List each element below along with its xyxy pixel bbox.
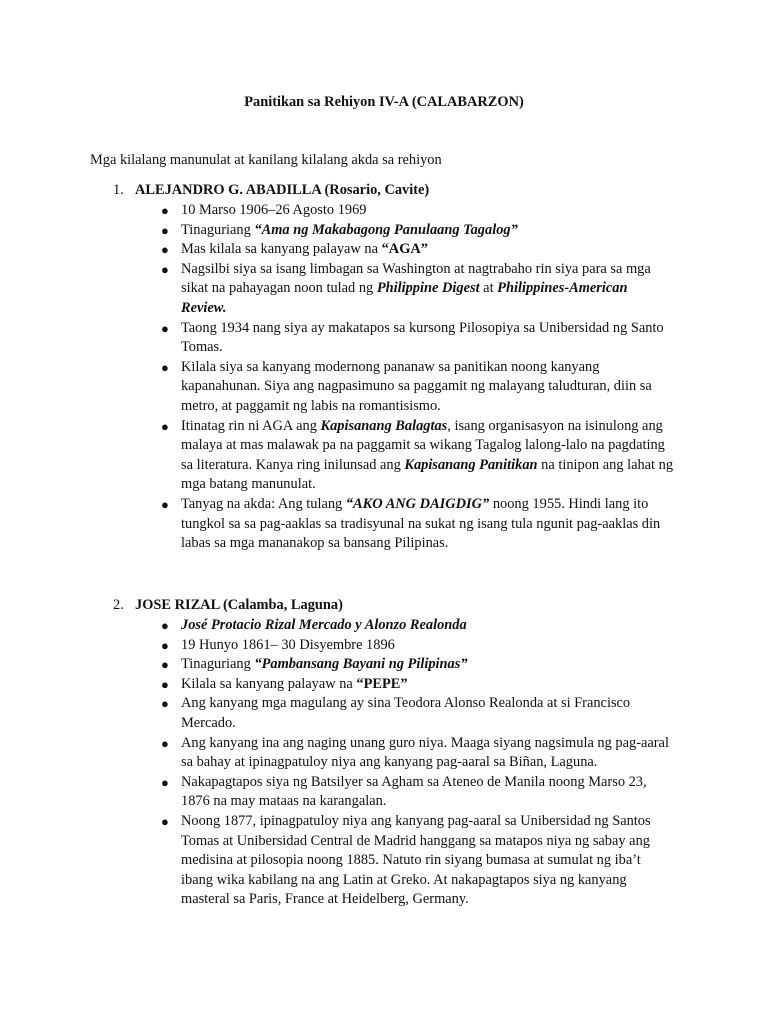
text-segment: na tinipon ang lahat ng mga batang manunulat.	[181, 456, 674, 493]
section-number: 2.	[113, 597, 124, 613]
section-heading	[0, 596, 768, 616]
list-item	[0, 319, 676, 358]
list-item	[0, 240, 676, 260]
bullet-icon: ●	[161, 696, 169, 712]
section-number: 1.	[113, 182, 124, 198]
list-item	[0, 812, 676, 910]
text-segment: Mas kilala sa kanyang palayaw na	[181, 241, 382, 258]
text-segment: Taong 1934 nang siya ay makatapos sa kursong Pilosopiya sa Unibersidad ng Santo Tomas.	[181, 319, 664, 356]
list-item	[0, 734, 676, 773]
list-item-text	[181, 734, 676, 773]
text-segment: Ang kanyang ina ang naging unang guro niya. Maaga siyang nagsimula ng pag-aaral sa bahay at ipinagpatuloy niya ang kanyang pag-aaral sa Biñan, Laguna.	[181, 734, 669, 771]
bullet-icon: ●	[161, 242, 169, 258]
list-item-text	[181, 495, 676, 554]
bullet-list	[0, 201, 768, 554]
bullet-icon: ●	[161, 261, 169, 277]
section-title: ALEJANDRO G. ABADILLA (Rosario, Cavite)	[135, 182, 430, 198]
list-item-text	[181, 694, 676, 733]
list-item	[0, 358, 676, 417]
text-segment: noong 1955. Hindi lang ito tungkol sa sa pag-aaklas sa tradisyunal na sukat ng isang tula ngunit pag-aaklas din labas sa mga mananakop sa bansang Pilipinas.	[181, 495, 661, 552]
bullet-icon: ●	[161, 359, 169, 375]
bullet-icon: ●	[161, 657, 169, 673]
list-item	[0, 201, 676, 221]
list-item-text	[181, 655, 676, 675]
list-item-text	[181, 636, 676, 656]
list-item-text	[181, 260, 676, 319]
list-item-text	[181, 319, 676, 358]
text-segment: , isang organisasyon na isinulong ang malaya at mas malawak pa na paggamit sa wikang Tagalog lalong-lalo na pagdating sa literatura. Kanya ring inilunsad ang	[181, 417, 665, 473]
text-segment: Ang kanyang mga magulang ay sina Teodora Alonso Realonda at si Francisco Mercado.	[181, 695, 631, 731]
bullet-icon: ●	[161, 813, 169, 829]
list-item	[0, 675, 676, 695]
text-segment: Tinaguriang	[181, 221, 255, 238]
text-segment: Kilala siya sa kanyang modernong pananaw sa panitikan noong kanyang kapanahunan. Siya ang nagpasimuno sa paggamit ng malayang taludturan, diin sa metro, at paggamit ng labis na romantisismo.	[181, 358, 652, 414]
bullet-icon: ●	[161, 735, 169, 751]
text-segment: Tanyag na akda: Ang tulang	[181, 495, 346, 512]
text-segment: Tinaguriang	[181, 656, 255, 673]
bullet-icon: ●	[161, 496, 169, 512]
list-item	[0, 221, 676, 241]
text-segment: Philippines-American Review.	[181, 280, 628, 316]
list-item	[0, 655, 676, 675]
list-item-text	[181, 358, 676, 417]
text-segment: Kapisanang Balagtas	[320, 417, 448, 434]
bullet-icon: ●	[161, 418, 169, 434]
document-title: Panitikan sa Rehiyon IV-A (CALABARZON)	[244, 94, 524, 110]
bullet-icon: ●	[161, 320, 169, 336]
text-segment: Kilala sa kanyang palayaw na	[181, 675, 357, 692]
text-segment: Itinatag rin ni AGA ang	[181, 417, 321, 434]
text-segment: “AGA”	[381, 241, 428, 258]
section-title: JOSE RIZAL (Calamba, Laguna)	[135, 597, 343, 613]
bullet-icon: ●	[161, 618, 169, 633]
text-segment: 19 Hunyo 1861– 30 Disyembre 1896	[181, 636, 395, 653]
list-item-text	[181, 773, 676, 812]
list-item	[0, 694, 676, 733]
text-segment: “PEPE”	[356, 675, 408, 692]
bullet-icon: ●	[161, 203, 169, 218]
bullet-icon: ●	[161, 774, 169, 790]
text-segment: 10 Marso 1906–26 Agosto 1969	[181, 202, 367, 218]
text-segment: Noong 1877, ipinagpatuloy niya ang kanyang pag-aaral sa Unibersidad ng Santos Tomas at Unibersidad Central de Madrid hanggang sa matapos niya ng sabay ang medisina at pilosopia noong 1885. Natuto rin siyang bumasa at sumulat ng iba’t ibang wika kabilang na ang Latin at Greko. At nakapagtapos siya ng kanyang masteral sa Paris, France at Heidelberg, Germany.	[181, 812, 651, 908]
list-item-text	[181, 812, 676, 910]
text-segment: Nakapagtapos siya ng Batsilyer sa Agham sa Ateneo de Manila noong Marso 23, 1876 na may mataas na karangalan.	[181, 773, 647, 810]
bullet-icon: ●	[161, 222, 169, 238]
list-item	[0, 773, 676, 812]
text-segment: Kapisanang Panitikan	[404, 456, 538, 473]
list-item	[0, 636, 676, 656]
list-item	[0, 417, 676, 495]
section-abadilla	[0, 181, 768, 554]
intro-text: Mga kilalang manunulat at kanilang kilalang akda sa rehiyon	[90, 152, 442, 168]
list-item-text	[181, 417, 676, 495]
text-segment: Nagsilbi siya sa isang limbagan sa Washington at nagtrabaho rin siya para sa mga sikat na pahayagan noon tulad ng	[181, 260, 651, 297]
bullet-icon: ●	[161, 637, 169, 653]
section-heading	[0, 181, 768, 201]
text-segment: “AKO ANG DAIGDIG”	[345, 495, 490, 512]
text-segment: Philippine Digest	[376, 280, 480, 297]
list-item-text	[181, 221, 676, 241]
text-segment: “Ama ng Makabagong Panulaang Tagalog”	[254, 221, 518, 238]
text-segment: “Pambansang Bayani ng Pilipinas”	[254, 656, 468, 673]
list-item	[0, 260, 676, 319]
list-item-text	[181, 675, 676, 695]
section-rizal	[0, 596, 768, 910]
text-segment: at	[479, 280, 498, 297]
text-segment: José Protacio Rizal Mercado y Alonzo Realonda	[181, 617, 467, 633]
bullet-icon: ●	[161, 676, 169, 692]
list-item-text	[181, 201, 676, 221]
list-item	[0, 495, 676, 554]
list-item-text	[181, 240, 676, 260]
bullet-list	[0, 616, 768, 910]
list-item-text	[181, 616, 676, 636]
list-item	[0, 616, 676, 636]
